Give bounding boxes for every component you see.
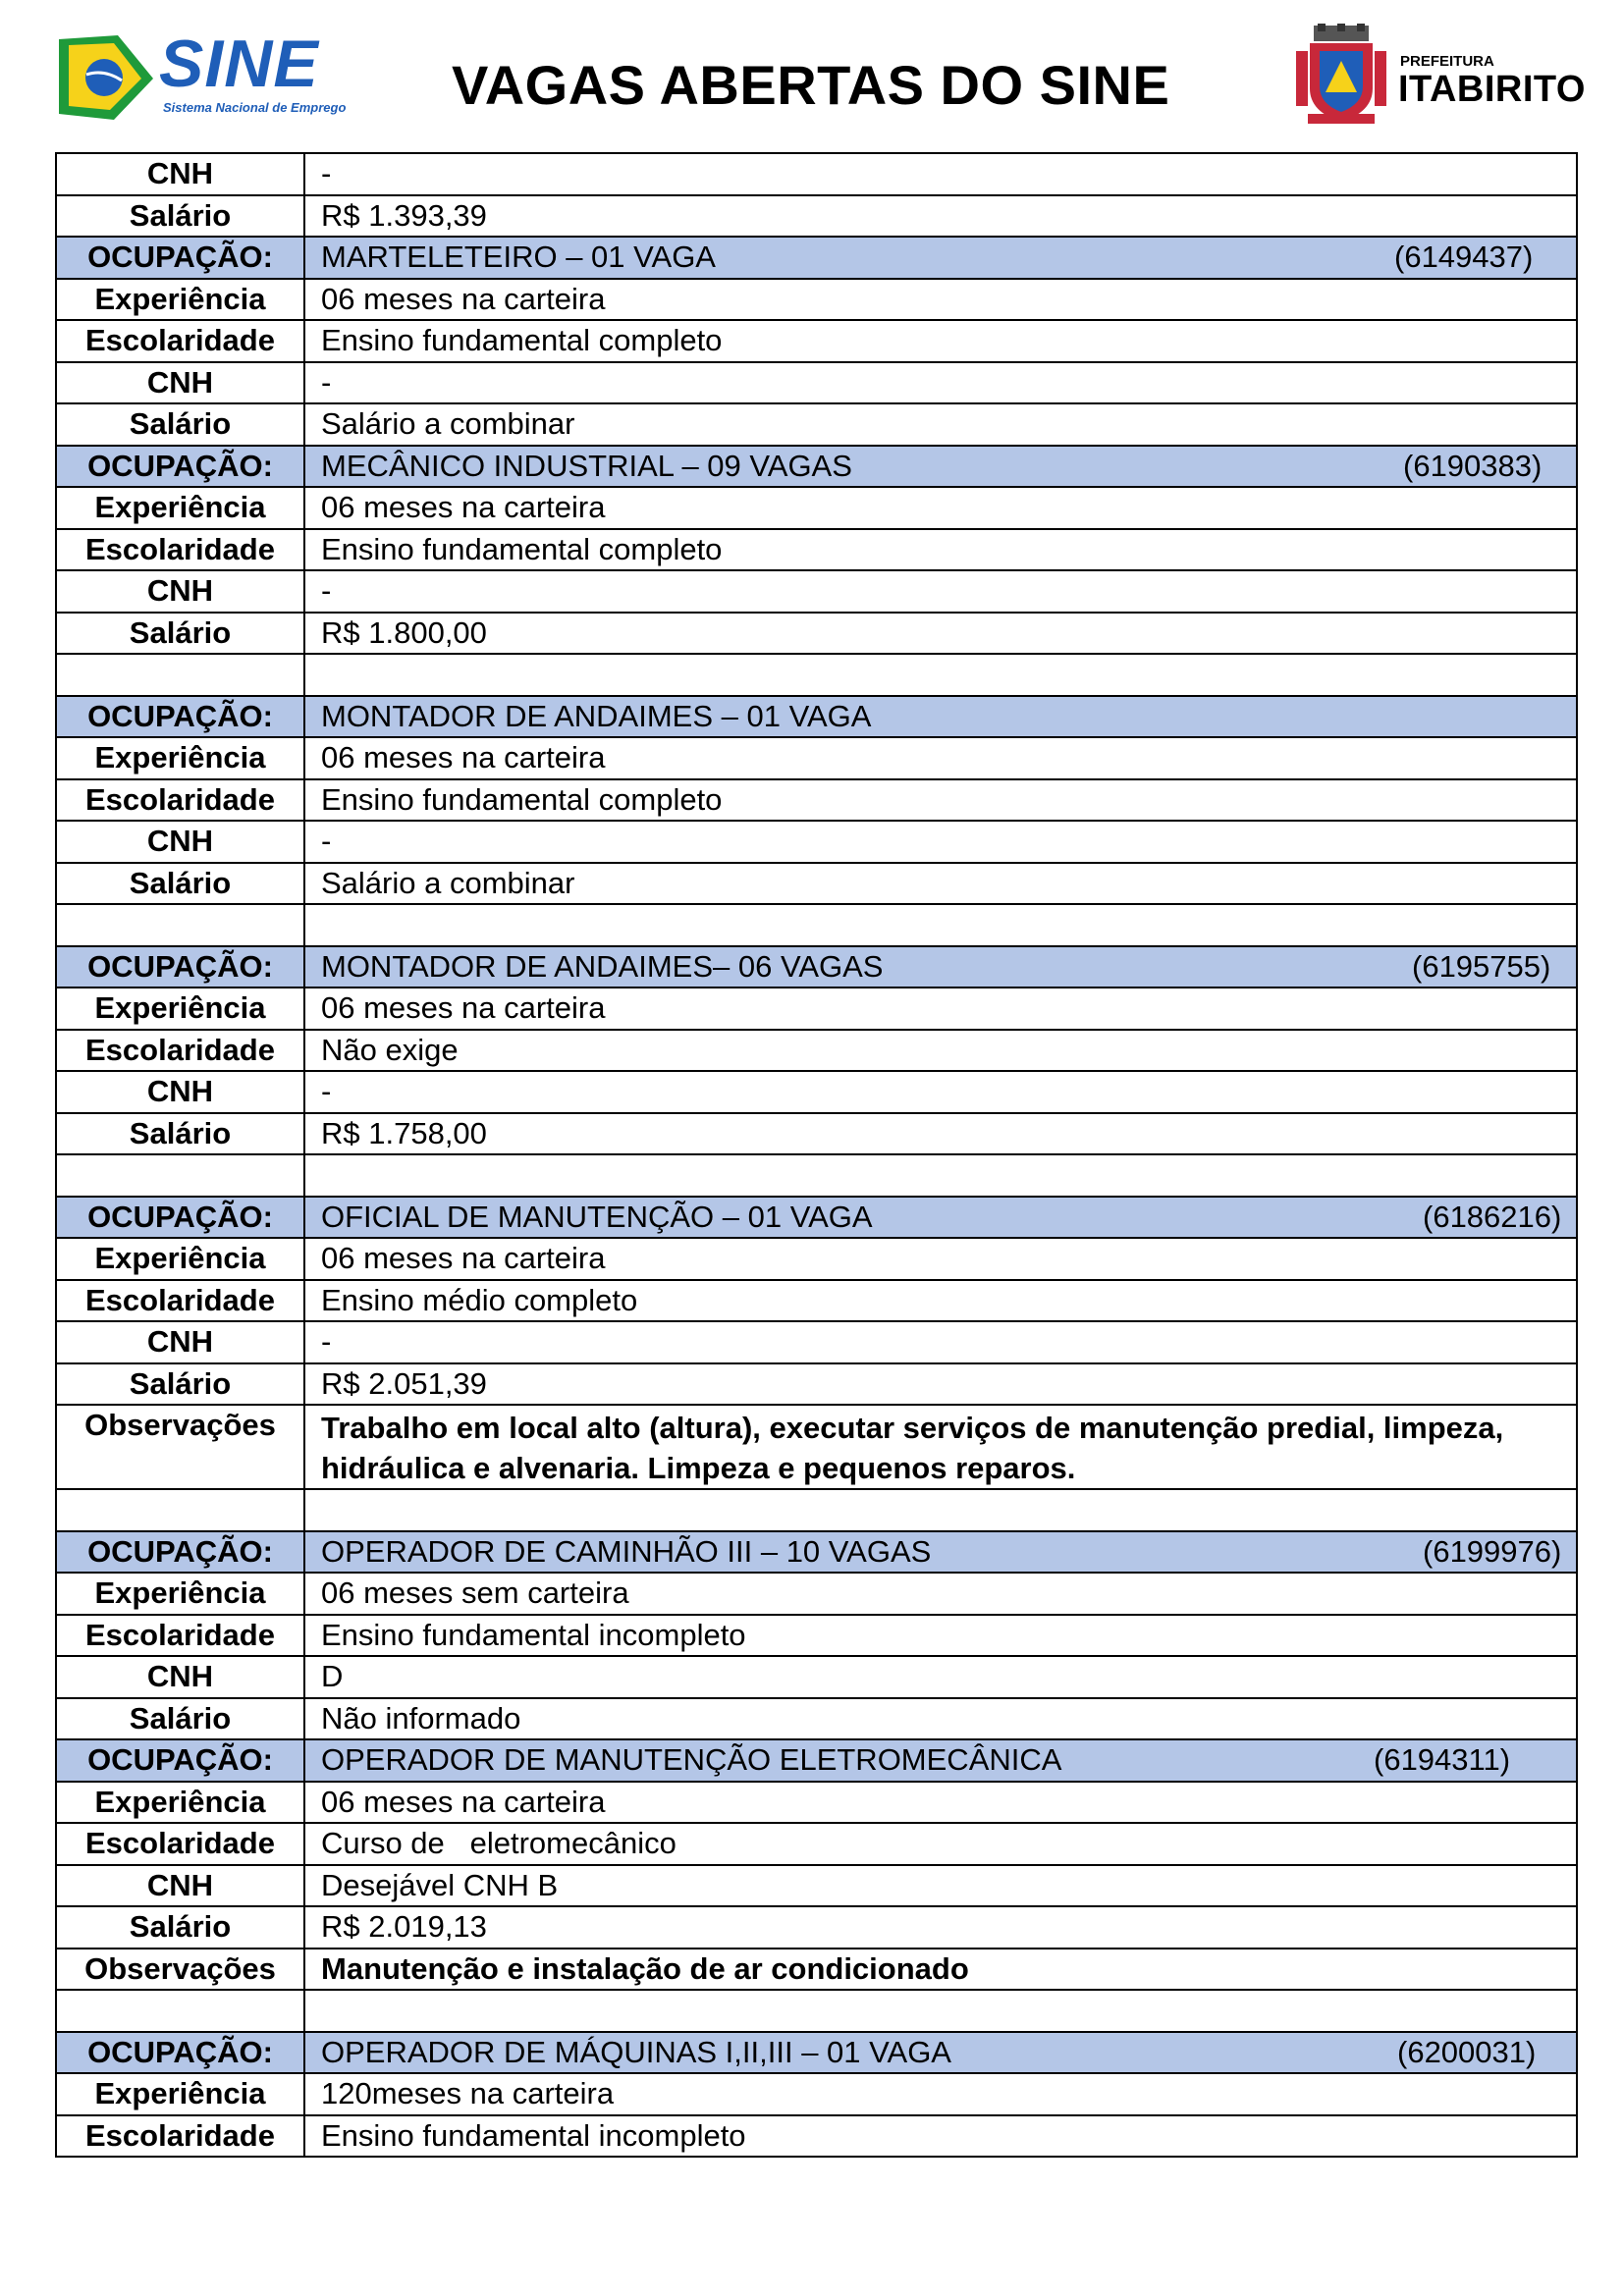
- experiencia-value: 06 meses na carteira: [304, 1782, 1577, 1824]
- salario-value: Salário a combinar: [304, 863, 1577, 905]
- experiencia-label: Experiência: [56, 487, 304, 529]
- cnh-label: CNH: [56, 1656, 304, 1698]
- escolaridade-value: Ensino fundamental completo: [304, 529, 1577, 571]
- table-row: [56, 1113, 1577, 1155]
- occupation-row: [56, 2032, 1577, 2074]
- occupation-label: OCUPAÇÃO:: [56, 1197, 304, 1239]
- salario-value: R$ 2.051,39: [304, 1363, 1577, 1406]
- experiencia-value: 06 meses na carteira: [304, 737, 1577, 779]
- occupation-row: [56, 1739, 1577, 1782]
- table-row: [56, 1071, 1577, 1113]
- occupation-title: OFICIAL DE MANUTENÇÃO – 01 VAGA: [321, 1199, 873, 1234]
- occupation-row: [56, 696, 1577, 738]
- table-row: [56, 1573, 1577, 1615]
- spacer-row: [56, 1990, 1577, 2032]
- occupation-cell: [304, 696, 1577, 738]
- table-row: [56, 1238, 1577, 1280]
- spacer-row: [56, 904, 1577, 946]
- cnh-label: CNH: [56, 1865, 304, 1907]
- job-listings-table: [55, 152, 1578, 2158]
- escolaridade-value: Não exige: [304, 1030, 1577, 1072]
- cnh-value: -: [304, 153, 1577, 195]
- sine-flag-icon: [59, 35, 153, 120]
- experiencia-label: Experiência: [56, 1782, 304, 1824]
- salario-label: Salário: [56, 403, 304, 446]
- table-row: [56, 1280, 1577, 1322]
- table-row: [56, 403, 1577, 446]
- experiencia-value: 06 meses sem carteira: [304, 1573, 1577, 1615]
- occupation-cell: [304, 1197, 1577, 1239]
- spacer-row: [56, 654, 1577, 696]
- escolaridade-label: Escolaridade: [56, 779, 304, 822]
- observacoes-value: Trabalho em local alto (altura), executar serviços de manutenção predial, limpeza, hidráulica e alvenaria. Limpeza e pequenos reparos.: [304, 1405, 1577, 1489]
- spacer-row: [56, 1154, 1577, 1197]
- occupation-cell: [304, 946, 1577, 988]
- salario-value: Salário a combinar: [304, 403, 1577, 446]
- sine-logo-text: SINE: [159, 27, 319, 101]
- sine-logo-subtitle: Sistema Nacional de Emprego: [163, 100, 347, 115]
- table-row: [56, 362, 1577, 404]
- salario-value: R$ 1.758,00: [304, 1113, 1577, 1155]
- occupation-row: [56, 1531, 1577, 1574]
- cnh-label: CNH: [56, 821, 304, 863]
- experiencia-value: 06 meses na carteira: [304, 988, 1577, 1030]
- table-row: [56, 2073, 1577, 2115]
- occupation-code: (6149437): [1394, 240, 1534, 275]
- occupation-title: MARTELETEIRO – 01 VAGA: [321, 240, 716, 275]
- experiencia-label: Experiência: [56, 737, 304, 779]
- table-row: [56, 779, 1577, 822]
- observacoes-value: Manutenção e instalação de ar condicionado: [304, 1949, 1577, 1991]
- occupation-label: OCUPAÇÃO:: [56, 1739, 304, 1782]
- salario-label: Salário: [56, 1698, 304, 1740]
- occupation-code: (6195755): [1412, 948, 1551, 984]
- sine-logo: [59, 27, 353, 120]
- occupation-label: OCUPAÇÃO:: [56, 2032, 304, 2074]
- observacoes-label: Observações: [56, 1949, 304, 1991]
- occupation-cell: [304, 237, 1577, 279]
- table-row: [56, 529, 1577, 571]
- page-title: VAGAS ABERTAS DO SINE: [452, 54, 1170, 116]
- table-row: [56, 570, 1577, 613]
- experiencia-label: Experiência: [56, 1238, 304, 1280]
- experiencia-value: 120meses na carteira: [304, 2073, 1577, 2115]
- experiencia-value: 06 meses na carteira: [304, 487, 1577, 529]
- occupation-row: [56, 446, 1577, 488]
- cnh-value: D: [304, 1656, 1577, 1698]
- table-row: [56, 153, 1577, 195]
- spacer-row: [56, 1489, 1577, 1531]
- escolaridade-label: Escolaridade: [56, 1280, 304, 1322]
- page-header: [0, 0, 1624, 147]
- experiencia-label: Experiência: [56, 1573, 304, 1615]
- prefeitura-label: PREFEITURA: [1400, 53, 1494, 70]
- escolaridade-value: Ensino fundamental incompleto: [304, 2115, 1577, 2158]
- occupation-label: OCUPAÇÃO:: [56, 946, 304, 988]
- escolaridade-label: Escolaridade: [56, 1823, 304, 1865]
- occupation-code: (6186216): [1423, 1199, 1562, 1234]
- occupation-title: OPERADOR DE CAMINHÃO III – 10 VAGAS: [321, 1533, 932, 1569]
- occupation-label: OCUPAÇÃO:: [56, 237, 304, 279]
- experiencia-value: 06 meses na carteira: [304, 1238, 1577, 1280]
- cnh-label: CNH: [56, 1071, 304, 1113]
- occupation-title: OPERADOR DE MANUTENÇÃO ELETROMECÂNICA: [321, 1742, 1062, 1778]
- table-row: [56, 487, 1577, 529]
- table-row: [56, 737, 1577, 779]
- table-row: [56, 195, 1577, 238]
- cnh-value: -: [304, 821, 1577, 863]
- cnh-label: CNH: [56, 1321, 304, 1363]
- observacoes-label: Observações: [56, 1405, 304, 1489]
- escolaridade-label: Escolaridade: [56, 1030, 304, 1072]
- table-row: [56, 1906, 1577, 1949]
- table-row: [56, 1615, 1577, 1657]
- table-row: [56, 863, 1577, 905]
- table-row: [56, 279, 1577, 321]
- escolaridade-value: Ensino fundamental completo: [304, 779, 1577, 822]
- cnh-value: Desejável CNH B: [304, 1865, 1577, 1907]
- cnh-label: CNH: [56, 570, 304, 613]
- occupation-label: OCUPAÇÃO:: [56, 446, 304, 488]
- occupation-row: [56, 1197, 1577, 1239]
- experiencia-label: Experiência: [56, 2073, 304, 2115]
- cnh-value: -: [304, 362, 1577, 404]
- salario-label: Salário: [56, 1906, 304, 1949]
- table-row: [56, 1030, 1577, 1072]
- occupation-label: OCUPAÇÃO:: [56, 696, 304, 738]
- table-row: [56, 988, 1577, 1030]
- itabirito-crest-icon: [1290, 24, 1392, 126]
- cnh-value: -: [304, 1321, 1577, 1363]
- salario-label: Salário: [56, 613, 304, 655]
- occupation-code: (6200031): [1397, 2034, 1537, 2069]
- table-row: [56, 1949, 1577, 1991]
- occupation-title: MONTADOR DE ANDAIMES– 06 VAGAS: [321, 948, 884, 984]
- occupation-code: (6199976): [1423, 1533, 1562, 1569]
- cnh-label: CNH: [56, 362, 304, 404]
- occupation-title: OPERADOR DE MÁQUINAS I,II,III – 01 VAGA: [321, 2034, 951, 2069]
- escolaridade-value: Ensino médio completo: [304, 1280, 1577, 1322]
- escolaridade-label: Escolaridade: [56, 529, 304, 571]
- table-row: [56, 1782, 1577, 1824]
- occupation-row: [56, 237, 1577, 279]
- occupation-code: (6190383): [1403, 448, 1543, 483]
- escolaridade-value: Ensino fundamental completo: [304, 320, 1577, 362]
- table-row: [56, 1363, 1577, 1406]
- prefeitura-logo: [1290, 24, 1586, 126]
- occupation-title: MONTADOR DE ANDAIMES – 01 VAGA: [321, 698, 872, 733]
- table-row: [56, 1656, 1577, 1698]
- occupation-label: OCUPAÇÃO:: [56, 1531, 304, 1574]
- occupation-cell: [304, 446, 1577, 488]
- salario-value: R$ 1.393,39: [304, 195, 1577, 238]
- table-row: [56, 1865, 1577, 1907]
- salario-value: R$ 2.019,13: [304, 1906, 1577, 1949]
- occupation-cell: [304, 1739, 1577, 1782]
- table-row: [56, 1823, 1577, 1865]
- experiencia-value: 06 meses na carteira: [304, 279, 1577, 321]
- occupation-cell: [304, 2032, 1577, 2074]
- occupation-code: (6194311): [1374, 1742, 1511, 1778]
- city-name: ITABIRITO: [1398, 69, 1586, 110]
- table-row: [56, 613, 1577, 655]
- salario-label: Salário: [56, 863, 304, 905]
- experiencia-label: Experiência: [56, 279, 304, 321]
- salario-value: Não informado: [304, 1698, 1577, 1740]
- salario-value: R$ 1.800,00: [304, 613, 1577, 655]
- table-row: [56, 2115, 1577, 2158]
- escolaridade-label: Escolaridade: [56, 320, 304, 362]
- occupation-title: MECÂNICO INDUSTRIAL – 09 VAGAS: [321, 448, 852, 483]
- salario-label: Salário: [56, 1113, 304, 1155]
- table-row: [56, 1405, 1577, 1489]
- escolaridade-label: Escolaridade: [56, 2115, 304, 2158]
- cnh-value: -: [304, 1071, 1577, 1113]
- table-row: [56, 1698, 1577, 1740]
- table-row: [56, 320, 1577, 362]
- table-row: [56, 821, 1577, 863]
- salario-label: Salário: [56, 1363, 304, 1406]
- experiencia-label: Experiência: [56, 988, 304, 1030]
- occupation-cell: [304, 1531, 1577, 1574]
- table-row: [56, 1321, 1577, 1363]
- cnh-label: CNH: [56, 153, 304, 195]
- occupation-row: [56, 946, 1577, 988]
- escolaridade-label: Escolaridade: [56, 1615, 304, 1657]
- escolaridade-value: Ensino fundamental incompleto: [304, 1615, 1577, 1657]
- salario-label: Salário: [56, 195, 304, 238]
- escolaridade-value: Curso de eletromecânico: [304, 1823, 1577, 1865]
- cnh-value: -: [304, 570, 1577, 613]
